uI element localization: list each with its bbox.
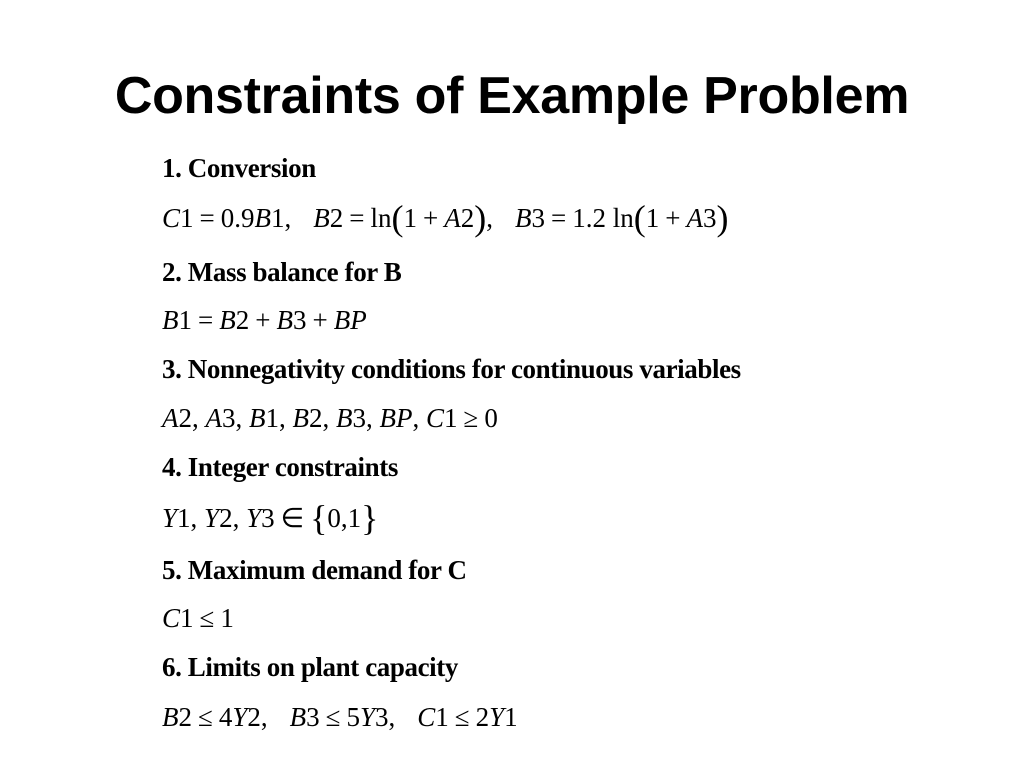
equation-capacity: B2 ≤ 4Y2, B3 ≤ 5Y3, C1 ≤ 2Y1 xyxy=(162,702,518,732)
equation-max-demand: C1 ≤ 1 xyxy=(162,603,234,633)
equation-mass-balance: B1 = B2 + B3 + BP xyxy=(162,305,367,335)
section-heading-integer: 4. Integer constraints xyxy=(162,452,398,482)
equation-nonnegativity: A2, A3, B1, B2, B3, BP, C1 ≥ 0 xyxy=(162,403,498,433)
section-heading-max-demand: 5. Maximum demand for C xyxy=(162,555,467,585)
section-heading-nonnegativity: 3. Nonnegativity conditions for continuous variables xyxy=(162,354,741,384)
section-heading-conversion: 1. Conversion xyxy=(162,153,316,183)
section-heading-capacity: 6. Limits on plant capacity xyxy=(162,652,458,682)
equation-integer: Y1, Y2, Y3 ∈ {0,1} xyxy=(162,498,379,538)
slide-title: Constraints of Example Problem xyxy=(114,67,910,125)
equation-conversion: C1 = 0.9B1, B2 = ln(1 + A2), B3 = 1.2 ln(1 + A3) xyxy=(162,198,729,238)
section-heading-mass-balance: 2. Mass balance for B xyxy=(162,257,402,287)
